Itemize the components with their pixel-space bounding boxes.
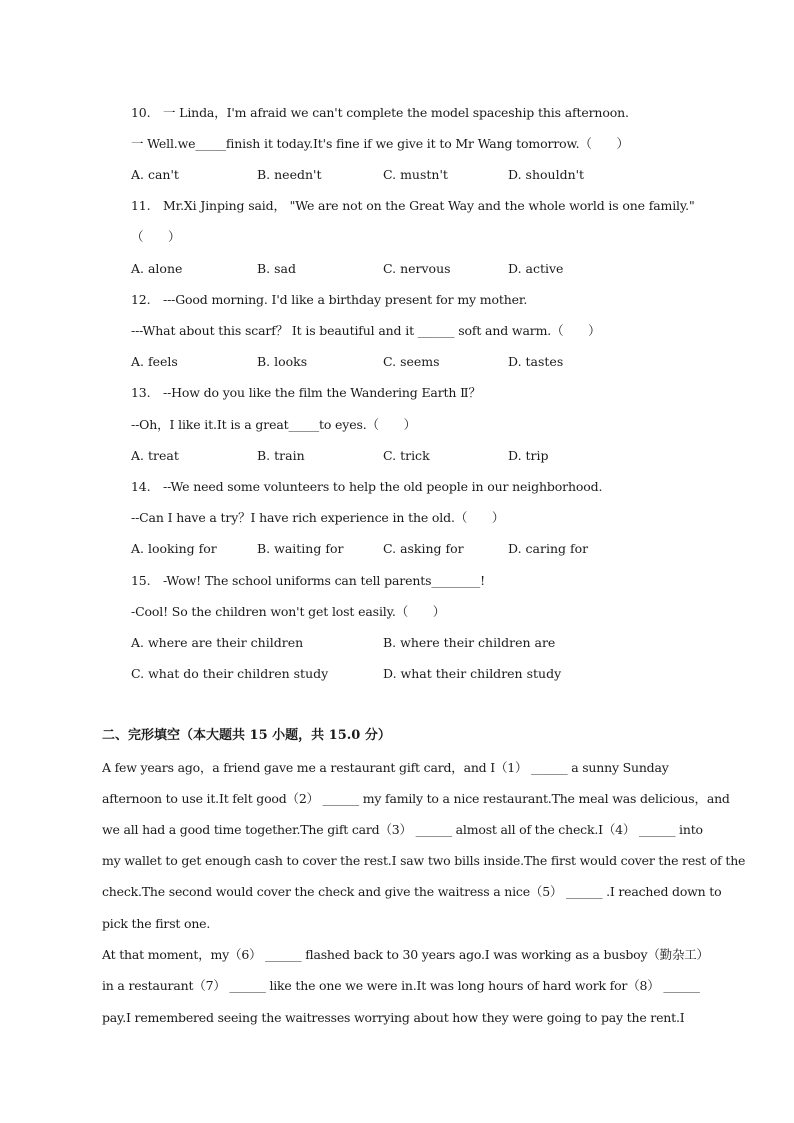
q14-option-b[interactable]: B. waiting for — [257, 541, 344, 556]
question-text: --We need some volunteers to help the old people in our neighborhood. — [163, 479, 603, 494]
question-number: 12. — [131, 292, 151, 307]
question-15-line-2: -Cool! So the children won't get lost easily.（ ） — [131, 604, 446, 619]
question-11-line-2: （ ） — [131, 229, 181, 244]
q12-option-b[interactable]: B. looks — [257, 354, 308, 369]
section-title: 二、完形填空（本大题共 15 小题，共 15.0 分） — [102, 728, 391, 743]
q12-option-a[interactable]: A. feels — [131, 354, 178, 369]
cloze-paragraph-line: pick the first one. — [102, 916, 211, 931]
question-13-line-2: --Oh，I like it.It is a great_____to eyes.（ ） — [131, 417, 416, 432]
question-text: 一 Linda，I'm afraid we can't complete the model spaceship this afternoon. — [163, 105, 629, 120]
q10-option-b[interactable]: B. needn't — [257, 167, 322, 182]
question-number: 14. — [131, 479, 151, 494]
q12-option-c[interactable]: C. seems — [383, 354, 440, 369]
q14-option-a[interactable]: A. looking for — [131, 541, 217, 556]
q10-option-a[interactable]: A. can't — [131, 167, 179, 182]
q15-option-d[interactable]: D. what their children study — [383, 666, 562, 681]
question-13-stem — [131, 385, 481, 401]
question-text: Mr.Xi Jinping said， "We are not on the Great Way and the whole world is one family." — [163, 198, 695, 213]
question-number: 15. — [131, 573, 151, 588]
q13-option-c[interactable]: C. trick — [383, 448, 430, 463]
cloze-paragraph-line: my wallet to get enough cash to cover the rest.I saw two bills inside.The first would cover the rest of the — [102, 853, 746, 868]
question-number: 11. — [131, 198, 151, 213]
question-15-stem — [131, 573, 485, 589]
cloze-paragraph-line: in a restaurant（7） ______ like the one we were in.It was long hours of hard work for（8） ______ — [102, 978, 700, 993]
question-text: --How do you like the film the Wandering Earth Ⅱ？ — [163, 385, 481, 400]
question-text: ---Good morning. I'd like a birthday present for my mother. — [163, 292, 528, 307]
q11-option-d[interactable]: D. active — [508, 261, 564, 276]
q12-option-d[interactable]: D. tastes — [508, 354, 564, 369]
q10-option-c[interactable]: C. mustn't — [383, 167, 448, 182]
question-number: 13. — [131, 385, 151, 400]
q11-option-b[interactable]: B. sad — [257, 261, 297, 276]
q13-option-d[interactable]: D. trip — [508, 448, 549, 463]
q15-option-b[interactable]: B. where their children are — [383, 635, 556, 650]
question-14-stem — [131, 479, 602, 495]
q14-option-d[interactable]: D. caring for — [508, 541, 589, 556]
question-12-stem — [131, 292, 527, 308]
question-10-stem — [131, 105, 629, 121]
q10-option-d[interactable]: D. shouldn't — [508, 167, 585, 182]
q11-option-a[interactable]: A. alone — [131, 261, 183, 276]
cloze-paragraph-line: At that moment，my（6） ______ flashed back to 30 years ago.I was working as a busboy（勤杂工） — [102, 947, 709, 962]
cloze-paragraph-line: check.The second would cover the check and give the waitress a nice（5） ______ .I reached down to — [102, 884, 722, 899]
q13-option-a[interactable]: A. treat — [131, 448, 179, 463]
q14-option-c[interactable]: C. asking for — [383, 541, 464, 556]
cloze-paragraph-line: afternoon to use it.It felt good（2） ______ my family to a nice restaurant.The meal was delicious，and — [102, 791, 730, 806]
q11-option-c[interactable]: C. nervous — [383, 261, 451, 276]
question-14-line-2: --Can I have a try？I have rich experience in the old.（ ） — [131, 510, 505, 525]
q15-option-c[interactable]: C. what do their children study — [131, 666, 329, 681]
cloze-paragraph-line: we all had a good time together.The gift card（3） ______ almost all of the check.I（4） ______ into — [102, 822, 703, 837]
question-12-line-2: ---What about this scarf？ It is beautiful and it ______ soft and warm.（ ） — [131, 323, 601, 338]
q13-option-b[interactable]: B. train — [257, 448, 305, 463]
q15-option-a[interactable]: A. where are their children — [131, 635, 304, 650]
question-11-stem — [131, 198, 695, 214]
question-10-line-2: 一 Well.we_____finish it today.It's fine if we give it to Mr Wang tomorrow.（ ） — [131, 136, 629, 151]
cloze-paragraph-line: A few years ago，a friend gave me a restaurant gift card，and I（1） ______ a sunny Sunday — [102, 760, 669, 775]
question-number: 10. — [131, 105, 151, 120]
question-text: -Wow! The school uniforms can tell parents________! — [163, 573, 486, 588]
cloze-paragraph-line: pay.I remembered seeing the waitresses worrying about how they were going to pay the rent.I — [102, 1010, 685, 1025]
